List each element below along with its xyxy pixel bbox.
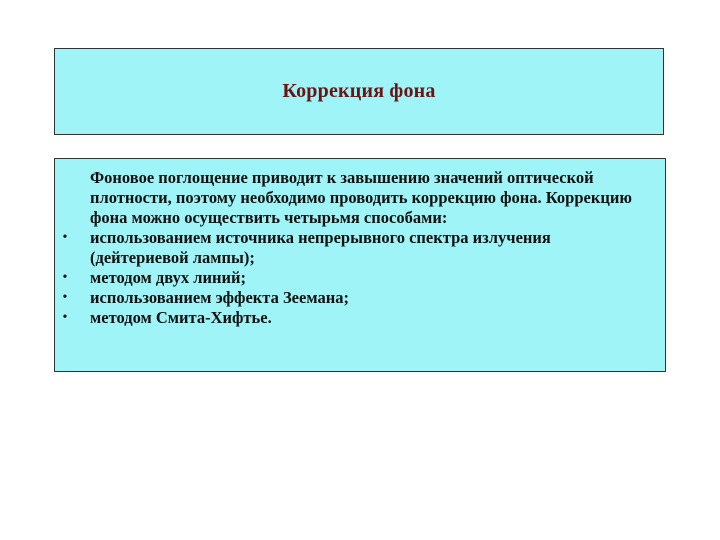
method-item-smith-hieftje xyxy=(55,308,653,328)
slide-title: Коррекция фона xyxy=(282,80,436,102)
method-item-zeeman xyxy=(55,288,653,308)
method-text: использованием эффекта Зеемана; xyxy=(90,288,349,307)
bullet-icon: • xyxy=(62,270,68,285)
method-text: методом двух линий; xyxy=(90,268,246,287)
method-item-two-lines xyxy=(55,268,653,288)
content-box xyxy=(54,158,666,372)
title-box xyxy=(54,48,664,135)
bullet-icon: • xyxy=(62,310,68,325)
bullet-icon: • xyxy=(62,290,68,305)
bullet-icon: • xyxy=(62,230,68,245)
method-text: использованием источника непрерывного спектра излучения (дейтериевой лампы); xyxy=(90,228,551,267)
method-item-deuterium xyxy=(55,228,653,268)
method-text: методом Смита-Хифтье. xyxy=(90,308,272,327)
intro-paragraph xyxy=(55,168,653,228)
intro-text: Фоновое поглощение приводит к завышению значений оптической плотности, поэтому необходимо проводить коррекцию фона. Коррекцию фона можно осуществить четырьмя способами: xyxy=(90,168,632,227)
